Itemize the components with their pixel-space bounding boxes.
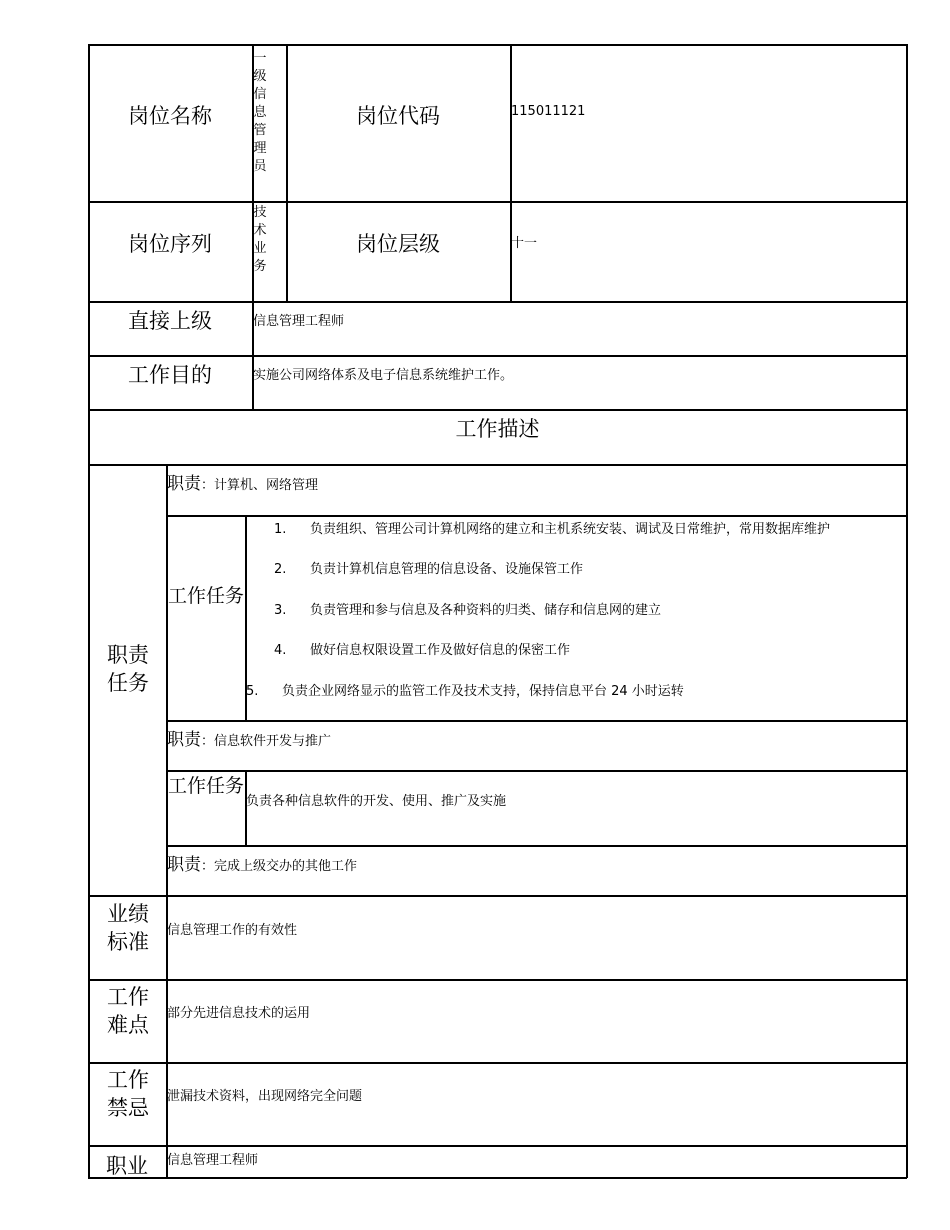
performance-value: 信息管理工作的有效性 [167, 923, 298, 938]
post-level-label: 岗位层级 [356, 232, 440, 256]
table-border [286, 44, 288, 302]
duties-label [100, 641, 156, 697]
task-label-2-text: 工作任务 [167, 775, 244, 797]
duty-3-header [167, 850, 357, 875]
task-text: 负责计算机信息管理的信息设备、设施保管工作 [310, 562, 584, 577]
task-item [274, 518, 830, 537]
table-border [166, 770, 907, 772]
duty-1-header [167, 469, 318, 494]
duties-label-text: 职责任务 [107, 643, 149, 695]
table-border [166, 515, 907, 517]
task-item [246, 680, 684, 699]
superior-value: 信息管理工程师 [253, 314, 345, 329]
duty-2-header [167, 725, 331, 750]
description-title: 工作描述 [455, 417, 540, 441]
duty-prefix: 职责 [167, 855, 201, 875]
table-border [906, 44, 908, 1178]
table-border [510, 44, 512, 302]
table-border [88, 895, 907, 897]
task-item [274, 639, 570, 658]
purpose-label: 工作目的 [128, 363, 212, 387]
prohibition-label-text: 工作禁忌 [107, 1068, 149, 1120]
prohibition-label [100, 1066, 156, 1122]
table-border [166, 464, 168, 1178]
table-border [88, 355, 907, 357]
difficulty-label-text: 工作难点 [107, 985, 149, 1037]
task-text: 负责组织、管理公司计算机网络的建立和主机系统安装、调试及日常维护，常用数据库维护 [310, 522, 831, 537]
duty-prefix: 职责 [167, 474, 201, 494]
table-border [88, 201, 907, 203]
table-border [88, 44, 90, 1178]
post-name-label: 岗位名称 [128, 104, 212, 128]
career-value: 信息管理工程师 [167, 1153, 259, 1168]
difficulty-value: 部分先进信息技术的运用 [167, 1006, 311, 1021]
task-label-2 [167, 774, 245, 798]
task-num: 5. [246, 684, 259, 699]
table-border [88, 409, 907, 411]
task-num: 2. [274, 562, 287, 577]
task-label-1-text: 工作任务 [167, 585, 244, 607]
table-border [88, 301, 907, 303]
performance-label [100, 900, 156, 956]
difficulty-label [100, 983, 156, 1039]
purpose-value: 实施公司网络体系及电子信息系统维护工作。 [253, 368, 514, 383]
task-num: 3. [274, 603, 287, 618]
post-sequence-label: 岗位序列 [128, 232, 212, 256]
performance-label-text: 业绩标准 [107, 902, 149, 954]
post-level-value: 十一 [511, 236, 538, 251]
task-text: 负责企业网络显示的监管工作及技术支持，保持信息平台 24 小时运转 [282, 684, 684, 699]
duty-3-title: ：完成上级交办的其他工作 [201, 859, 358, 874]
post-code-label: 岗位代码 [356, 104, 440, 128]
table-border [88, 1145, 907, 1147]
duty-prefix: 职责 [167, 730, 201, 750]
task-label-1 [167, 584, 245, 608]
task-num: 1. [274, 522, 287, 537]
post-code-value: 115011121 [511, 104, 586, 119]
table-border [166, 845, 907, 847]
task-item [274, 599, 661, 618]
table-border [88, 1062, 907, 1064]
table-border [88, 979, 907, 981]
duty-1-title: ：计算机、网络管理 [201, 478, 319, 493]
superior-label: 直接上级 [128, 309, 212, 333]
task-text: 负责管理和参与信息及各种资料的归类、储存和信息网的建立 [310, 603, 662, 618]
task-num: 4. [274, 643, 287, 658]
duty-2-title: ：信息软件开发与推广 [201, 734, 332, 749]
table-border [88, 1177, 907, 1179]
post-name-value: 一级信息管理员 [253, 51, 267, 174]
task-text: 负责各种信息软件的开发、使用、推广及实施 [246, 794, 507, 809]
task-text: 做好信息权限设置工作及做好信息的保密工作 [310, 643, 571, 658]
table-border [166, 720, 907, 722]
table-border [88, 44, 907, 46]
career-label: 职业 [106, 1154, 148, 1178]
task-item [274, 558, 583, 577]
post-sequence-value: 技术业务 [253, 205, 267, 274]
prohibition-value: 泄漏技术资料，出现网络完全问题 [167, 1089, 363, 1104]
table-border [88, 464, 907, 466]
